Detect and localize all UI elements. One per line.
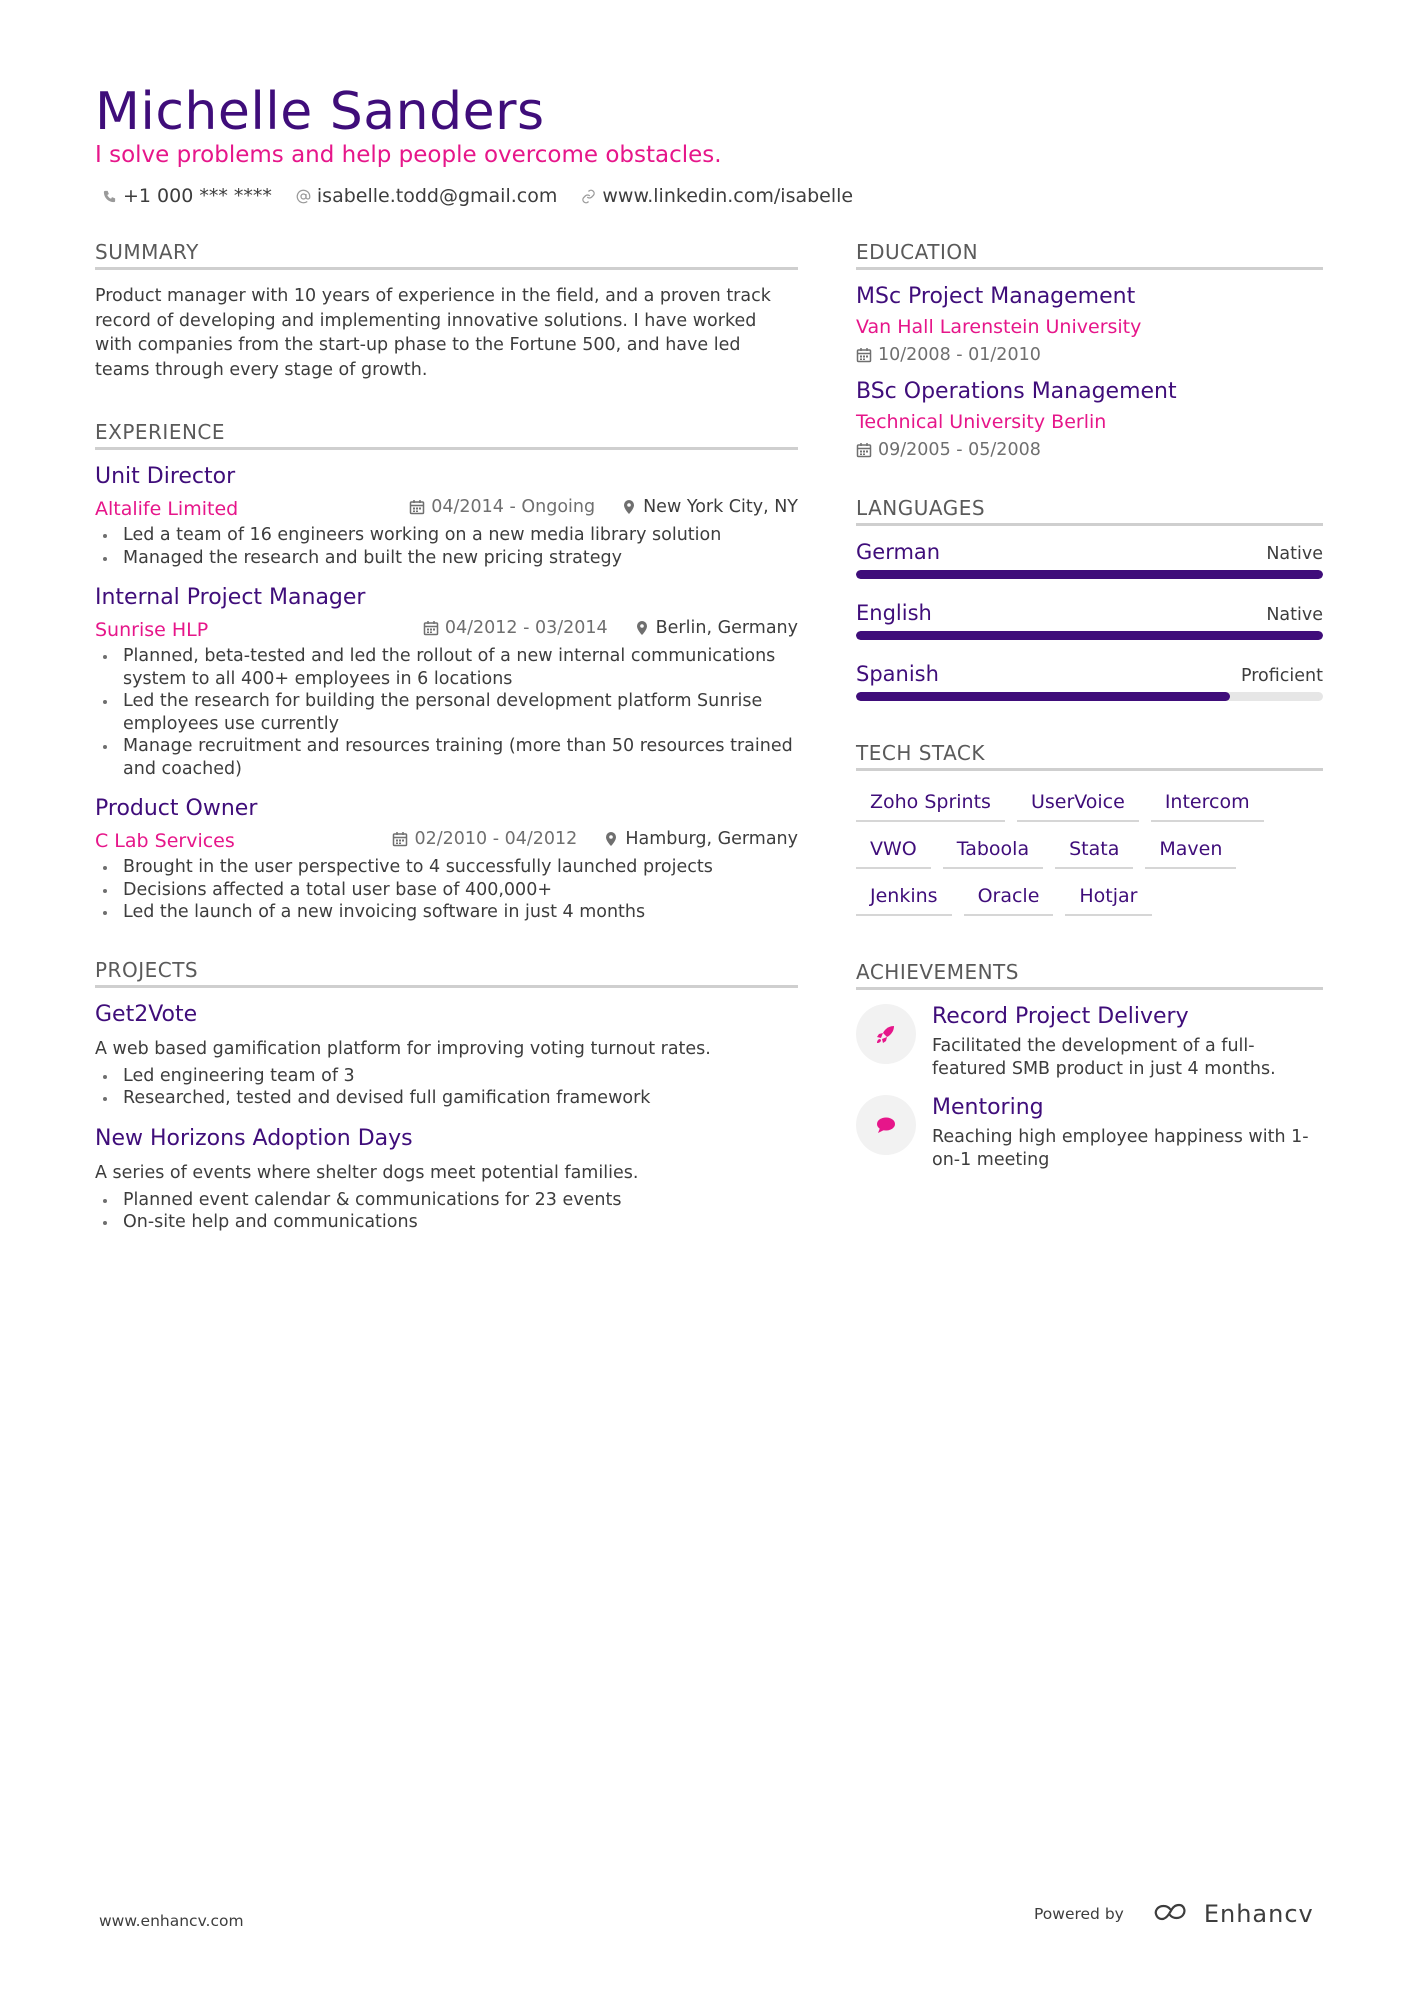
powered-by-label: Powered by <box>1034 1905 1124 1923</box>
contact-row <box>102 185 853 207</box>
bullet-item: Led engineering team of 3 <box>95 1065 798 1088</box>
job-bullets <box>95 645 798 780</box>
bullet-item: Researched, tested and devised full gamification framework <box>95 1087 798 1110</box>
calendar-icon <box>392 831 408 847</box>
location-pin-icon <box>634 620 650 636</box>
calendar-icon <box>409 499 425 515</box>
job-location-text: New York City, NY <box>643 497 798 517</box>
job-date <box>423 618 608 638</box>
projects-heading: PROJECTS <box>95 958 798 988</box>
achievement-icon-wrap <box>856 1095 916 1155</box>
job-entry <box>95 585 798 780</box>
tech-tag: UserVoice <box>1017 785 1139 822</box>
language-row <box>856 601 1323 625</box>
bullet-item: Manage recruitment and resources training (more than 50 resources trained and coached) <box>95 735 798 780</box>
education-entry <box>856 379 1323 460</box>
achievement-content <box>932 1095 1323 1172</box>
language-name: German <box>856 540 941 564</box>
project-description: A web based gamification platform for improving voting turnout rates. <box>95 1038 711 1059</box>
job-meta-right <box>392 829 798 849</box>
bullet-item: Planned, beta-tested and led the rollout of a new internal communications system to all 400+ employees in 6 locations <box>95 645 798 690</box>
phone-text: +1 000 *** **** <box>123 185 272 207</box>
bullet-item: Led a team of 16 engineers working on a new media library solution <box>95 524 798 547</box>
job-meta <box>95 618 798 641</box>
project-description: A series of events where shelter dogs meet potential families. <box>95 1162 639 1183</box>
experience-heading: EXPERIENCE <box>95 420 798 450</box>
education-date <box>856 345 1323 365</box>
candidate-name: Michelle Sanders <box>95 82 545 142</box>
calendar-icon <box>423 620 439 636</box>
at-icon <box>296 189 311 204</box>
language-level: Native <box>1266 544 1323 564</box>
language-name: English <box>856 601 932 625</box>
bullet-item: Decisions affected a total user base of 400,000+ <box>95 879 798 902</box>
project-title: New Horizons Adoption Days <box>95 1125 413 1151</box>
achievement-title: Record Project Delivery <box>932 1004 1189 1029</box>
location-pin-icon <box>603 831 619 847</box>
bullet-item: On-site help and communications <box>95 1211 798 1234</box>
language-entry <box>856 601 1323 640</box>
job-location-text: Hamburg, Germany <box>625 829 798 849</box>
achievement-description: Reaching high employee happiness with 1-on-1 meeting <box>932 1127 1309 1170</box>
job-meta <box>95 829 798 852</box>
achievements-section <box>856 960 1323 1172</box>
job-company: Altalife Limited <box>95 498 239 520</box>
project-bullets <box>95 1065 798 1110</box>
language-name: Spanish <box>856 662 939 686</box>
tech-stack-heading: TECH STACK <box>856 741 1323 771</box>
bullet-item: Managed the research and built the new pricing strategy <box>95 547 798 570</box>
summary-heading: SUMMARY <box>95 240 798 270</box>
project-entry <box>95 1002 798 1110</box>
job-meta-right <box>423 618 798 638</box>
education-date-text: 09/2005 - 05/2008 <box>878 440 1041 460</box>
tech-tag: Hotjar <box>1065 879 1151 916</box>
tech-tag: Maven <box>1145 832 1236 869</box>
enhancv-logo-icon <box>1150 1902 1196 1926</box>
job-title: Unit Director <box>95 464 236 489</box>
tech-tag: Oracle <box>964 879 1054 916</box>
email-text: isabelle.todd@gmail.com <box>316 185 558 207</box>
job-company: Sunrise HLP <box>95 619 209 641</box>
job-location <box>621 497 798 517</box>
link-icon <box>581 189 596 204</box>
bullet-item: Planned event calendar & communications for 23 events <box>95 1189 798 1212</box>
language-bar-fill <box>856 631 1323 640</box>
language-entry <box>856 662 1323 701</box>
education-section <box>856 240 1323 460</box>
email-contact[interactable] <box>296 185 557 207</box>
school-name: Technical University Berlin <box>856 411 1107 433</box>
job-bullets <box>95 856 798 924</box>
language-level: Proficient <box>1241 666 1323 686</box>
language-bar <box>856 631 1323 640</box>
tagline: I solve problems and help people overcome obstacles. <box>95 142 722 168</box>
education-heading: EDUCATION <box>856 240 1323 270</box>
language-bar <box>856 692 1323 701</box>
school-name: Van Hall Larenstein University <box>856 316 1142 338</box>
project-entry <box>95 1126 798 1234</box>
brand-logo[interactable] <box>1150 1900 1314 1928</box>
bullet-item: Led the launch of a new invoicing software in just 4 months <box>95 901 798 924</box>
brand-name: Enhancv <box>1203 1900 1314 1928</box>
language-row <box>856 662 1323 686</box>
job-entry <box>95 796 798 924</box>
location-pin-icon <box>621 499 637 515</box>
speech-bubble-icon <box>874 1113 898 1137</box>
project-bullets <box>95 1189 798 1234</box>
job-location-text: Berlin, Germany <box>655 618 798 638</box>
job-date <box>392 829 577 849</box>
project-title: Get2Vote <box>95 1001 198 1027</box>
job-bullets <box>95 524 798 569</box>
calendar-icon <box>856 442 872 458</box>
language-level: Native <box>1266 605 1323 625</box>
degree-title: MSc Project Management <box>856 284 1136 309</box>
footer-website[interactable]: www.enhancv.com <box>99 1912 244 1930</box>
job-date-text: 04/2014 - Ongoing <box>431 497 596 517</box>
tech-tag: Zoho Sprints <box>856 785 1005 822</box>
tech-tags <box>856 785 1323 916</box>
tech-tag: Taboola <box>943 832 1043 869</box>
tech-tag: Stata <box>1055 832 1133 869</box>
achievement-title: Mentoring <box>932 1095 1044 1120</box>
language-bar-fill <box>856 692 1230 701</box>
language-entry <box>856 540 1323 579</box>
education-entry <box>856 284 1323 365</box>
education-date-text: 10/2008 - 01/2010 <box>878 345 1041 365</box>
left-column <box>95 240 798 1250</box>
bullet-item: Led the research for building the personal development platform Sunrise employees use currently <box>95 690 798 735</box>
calendar-icon <box>856 347 872 363</box>
job-meta <box>95 497 798 520</box>
tech-tag: Intercom <box>1151 785 1264 822</box>
language-bar-fill <box>856 570 1323 579</box>
achievement-entry <box>856 1095 1323 1172</box>
job-location <box>634 618 798 638</box>
achievement-icon-wrap <box>856 1004 916 1064</box>
experience-section <box>95 420 798 924</box>
achievement-description: Facilitated the development of a full-featured SMB product in just 4 months. <box>932 1036 1276 1079</box>
right-column <box>856 240 1323 1186</box>
achievements-heading: ACHIEVEMENTS <box>856 960 1323 990</box>
summary-section <box>95 240 798 382</box>
bullet-item: Brought in the user perspective to 4 successfully launched projects <box>95 856 798 879</box>
phone-contact <box>102 185 272 207</box>
linkedin-text: www.linkedin.com/isabelle <box>602 185 854 207</box>
rocket-icon <box>874 1022 898 1046</box>
achievement-entry <box>856 1004 1323 1081</box>
phone-icon <box>102 189 117 204</box>
job-title: Internal Project Manager <box>95 585 366 610</box>
tech-tag: VWO <box>856 832 931 869</box>
education-date <box>856 440 1323 460</box>
projects-section <box>95 958 798 1234</box>
tech-stack-section <box>856 741 1323 916</box>
job-company: C Lab Services <box>95 830 235 852</box>
languages-heading: LANGUAGES <box>856 496 1323 526</box>
achievement-content <box>932 1004 1323 1081</box>
job-date-text: 04/2012 - 03/2014 <box>444 618 608 638</box>
job-meta-right <box>409 497 798 517</box>
job-title: Product Owner <box>95 796 258 821</box>
language-bar <box>856 570 1323 579</box>
footer-brand <box>1034 1900 1314 1928</box>
job-location <box>603 829 798 849</box>
degree-title: BSc Operations Management <box>856 379 1177 404</box>
languages-section <box>856 496 1323 701</box>
linkedin-contact[interactable] <box>581 185 853 207</box>
job-date-text: 02/2010 - 04/2012 <box>414 829 578 849</box>
job-date <box>409 497 595 517</box>
job-entry <box>95 464 798 569</box>
summary-text: Product manager with 10 years of experience in the field, and a proven track record of developing and implementing innovative solutions. I have worked with companies from the start-up phase to the Fortune 500, and have led teams through every stage of growth. <box>95 286 771 380</box>
tech-tag: Jenkins <box>856 879 952 916</box>
language-row <box>856 540 1323 564</box>
